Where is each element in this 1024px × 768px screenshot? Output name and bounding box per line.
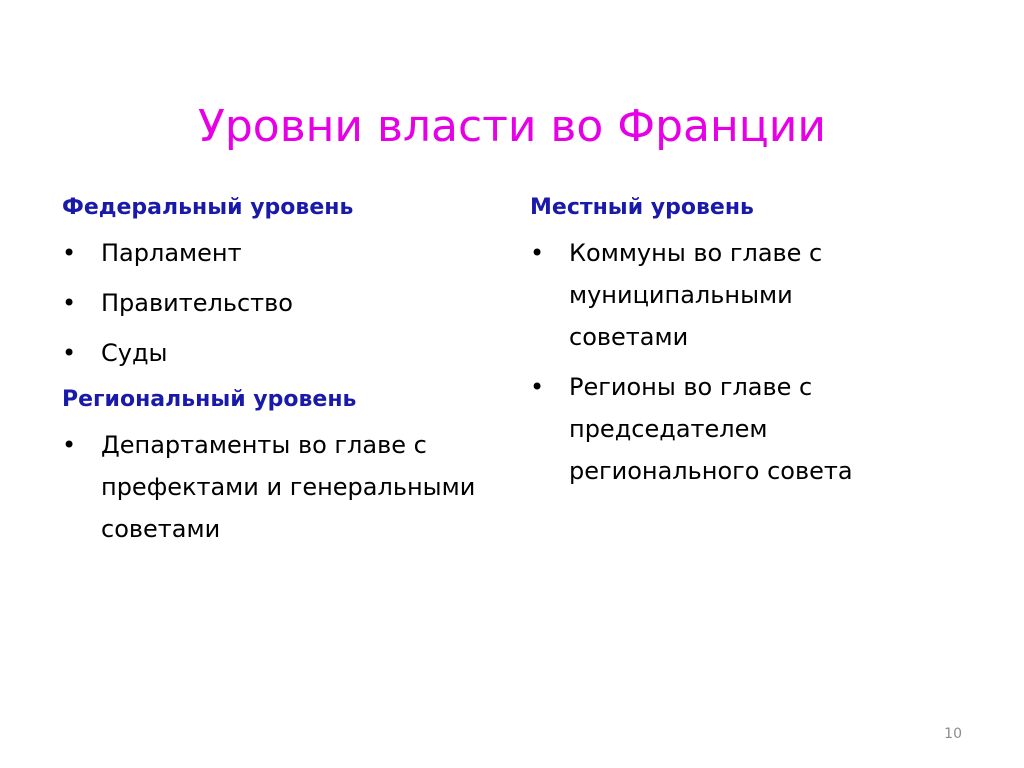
bullet-icon: • <box>62 339 77 367</box>
right-column <box>530 188 930 500</box>
list-item-text: Регионы во главе с председателем регионального совета <box>569 373 853 485</box>
list-item-text: Суды <box>101 339 168 367</box>
regional-level-list <box>62 424 492 550</box>
bullet-icon: • <box>530 239 545 267</box>
bullet-icon: • <box>62 289 77 317</box>
federal-level-heading: Федеральный уровень <box>62 195 354 220</box>
bullet-icon: • <box>62 431 77 459</box>
federal-level-list <box>62 232 492 374</box>
list-item-text: Департаменты во главе с префектами и генеральными советами <box>101 431 476 543</box>
list-item <box>62 424 486 550</box>
regional-level-heading: Региональный уровень <box>62 387 357 412</box>
local-level-heading: Местный уровень <box>530 195 754 220</box>
left-column <box>62 188 492 558</box>
list-item <box>530 232 879 358</box>
local-level-list <box>530 232 930 492</box>
list-item-text: Коммуны во главе с муниципальными советами <box>569 239 823 351</box>
list-item-text: Правительство <box>101 289 293 317</box>
list-item <box>62 332 492 374</box>
list-item <box>530 366 879 492</box>
page-number: 10 <box>944 726 962 742</box>
slide-title: Уровни власти во Франции <box>198 101 826 153</box>
bullet-icon: • <box>62 239 77 267</box>
list-item <box>62 232 492 274</box>
bullet-icon: • <box>530 373 545 401</box>
list-item-text: Парламент <box>101 239 242 267</box>
list-item <box>62 282 492 324</box>
